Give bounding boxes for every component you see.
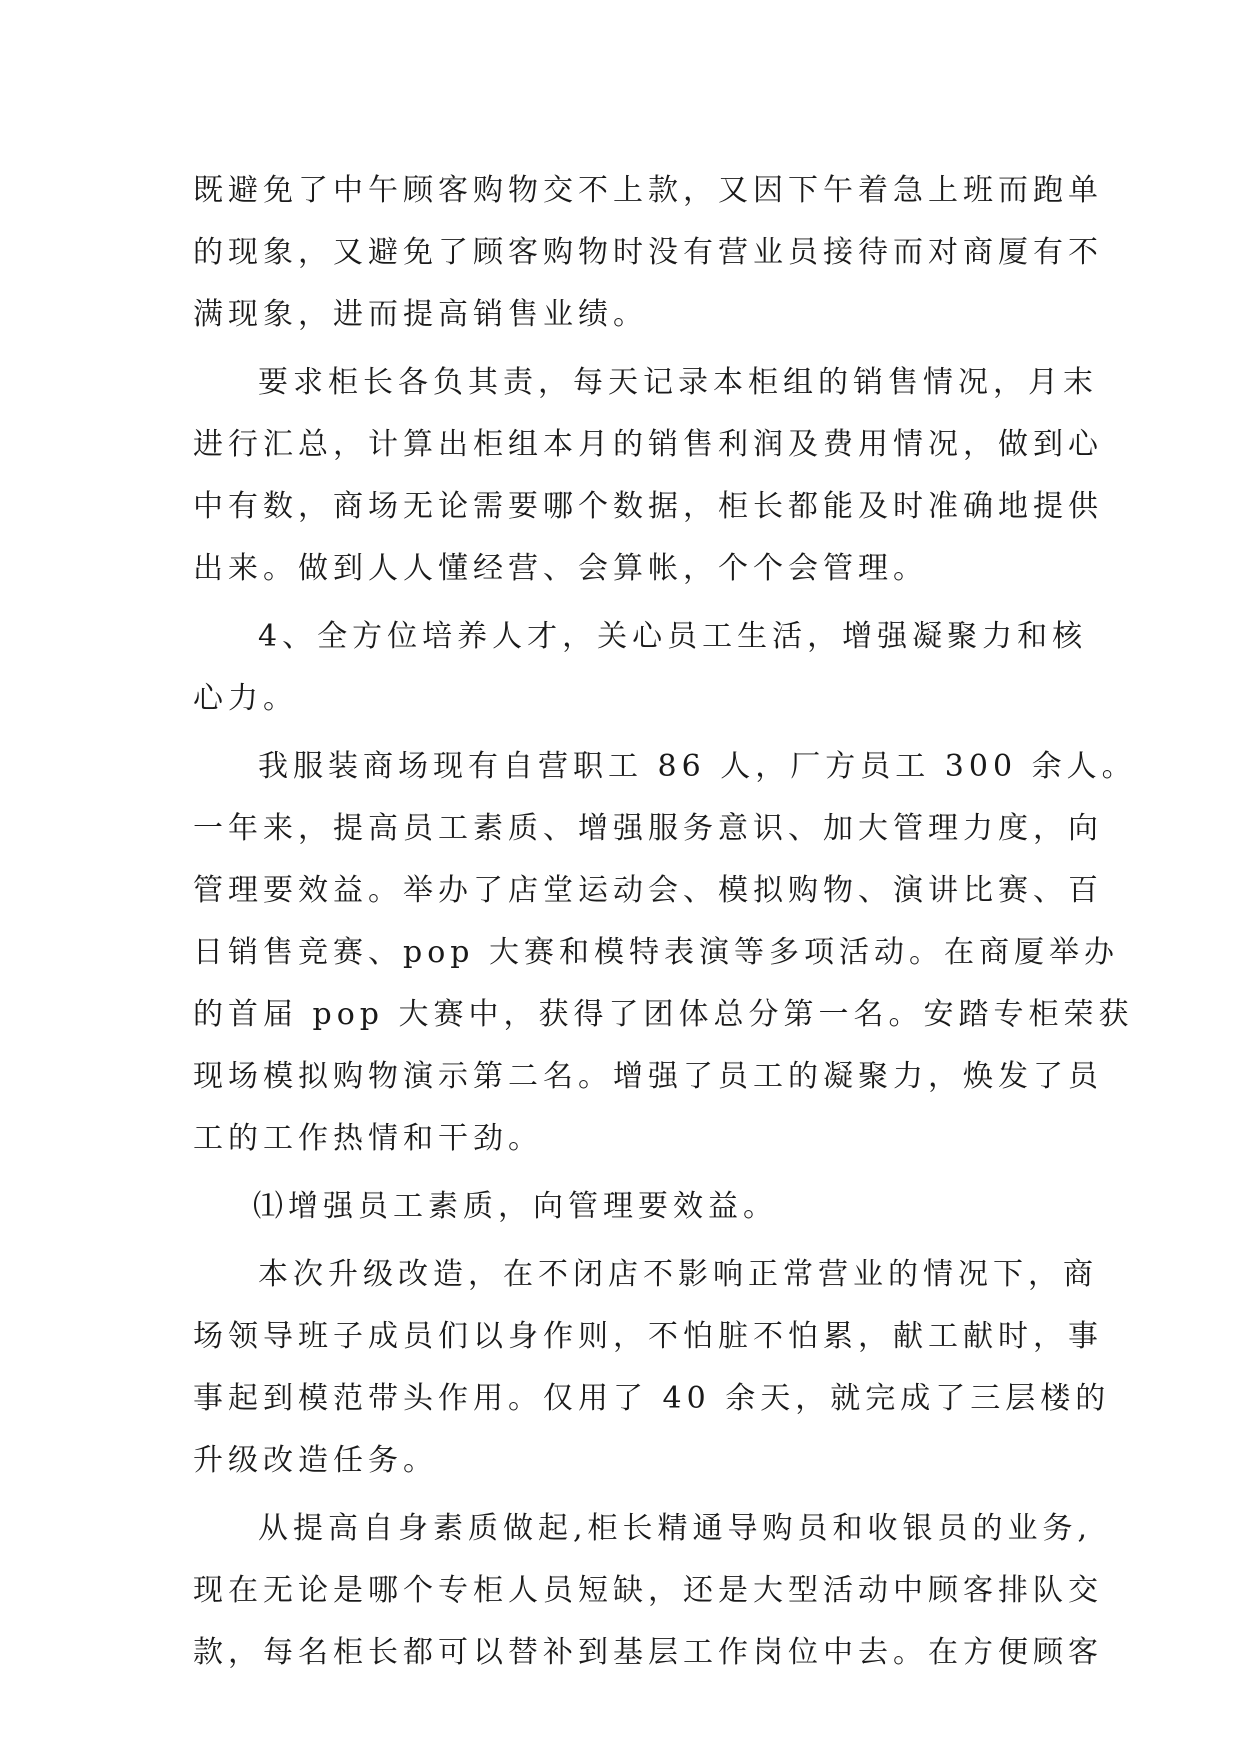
text-line: 款，每名柜长都可以替补到基层工作岗位中去。在方便顾客 [193, 1635, 1103, 1670]
text-line: 一年来，提高员工素质、增强服务意识、加大管理力度，向 [193, 811, 1103, 846]
paragraph-3 [193, 606, 1088, 730]
paragraph-5 [193, 1176, 1053, 1238]
text-line: 出来。做到人人懂经营、会算帐，个个会管理。 [193, 551, 928, 586]
paragraph-2 [193, 352, 1103, 600]
text-line: 管理要效益。举办了店堂运动会、模拟购物、演讲比赛、百 [193, 873, 1103, 908]
text-line: 进行汇总，计算出柜组本月的销售利润及费用情况，做到心 [193, 427, 1103, 462]
text-line: 的首届 pop 大赛中，获得了团体总分第一名。安踏专柜荣获 [193, 997, 1134, 1032]
text-line: 工的工作热情和干劲。 [193, 1121, 543, 1156]
text-line: 4、全方位培养人才，关心员工生活，增强凝聚力和核 [258, 619, 1088, 654]
text-line: 从提高自身素质做起,柜长精通导购员和收银员的业务, [258, 1511, 1093, 1546]
text-line: 现在无论是哪个专柜人员短缺，还是大型活动中顾客排队交 [193, 1573, 1103, 1608]
document-body [193, 160, 1137, 1684]
text-line: 场领导班子成员们以身作则，不怕脏不怕累，献工献时，事 [193, 1319, 1103, 1354]
text-line: 事起到模范带头作用。仅用了 40 余天，就完成了三层楼的 [193, 1381, 1111, 1416]
paragraph-1 [193, 160, 1103, 346]
text-line: ⑴增强员工素质，向管理要效益。 [253, 1189, 778, 1224]
text-line: 的现象，又避免了顾客购物时没有营业员接待而对商厦有不 [193, 235, 1103, 270]
text-line: 中有数，商场无论需要哪个数据，柜长都能及时准确地提供 [193, 489, 1103, 524]
paragraph-4 [193, 736, 1137, 1170]
text-line: 满现象，进而提高销售业绩。 [193, 297, 648, 332]
text-line: 本次升级改造，在不闭店不影响正常营业的情况下，商 [258, 1257, 1098, 1292]
text-line: 我服装商场现有自营职工 86 人，厂方员工 300 余人。 [258, 749, 1137, 784]
text-line: 要求柜长各负其责，每天记录本柜组的销售情况，月末 [258, 365, 1098, 400]
text-line: 心力。 [193, 681, 298, 716]
text-line: 既避免了中午顾客购物交不上款，又因下午着急上班而跑单 [193, 173, 1103, 208]
paragraph-7 [193, 1498, 1103, 1684]
text-line: 升级改造任务。 [193, 1443, 438, 1478]
paragraph-6 [193, 1244, 1111, 1492]
text-line: 现场模拟购物演示第二名。增强了员工的凝聚力，焕发了员 [193, 1059, 1103, 1094]
text-line: 日销售竞赛、pop 大赛和模特表演等多项活动。在商厦举办 [193, 935, 1120, 970]
